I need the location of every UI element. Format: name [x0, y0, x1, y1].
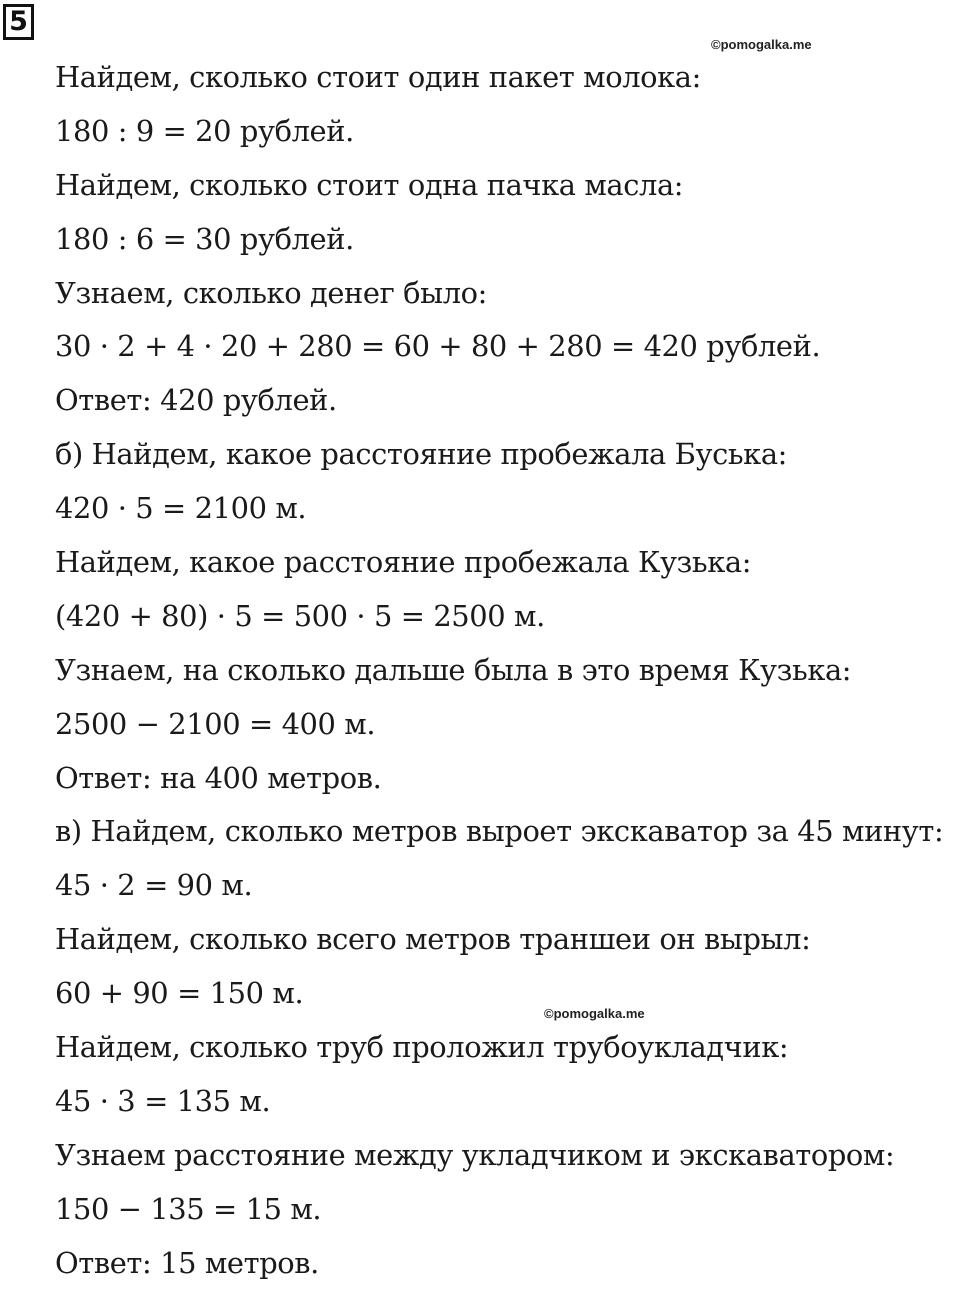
- equation-line: 420 · 5 = 2100 м.: [55, 491, 307, 526]
- text-line: б) Найдем, какое расстояние пробежала Буська:: [55, 437, 787, 472]
- equation-line: 180 : 9 = 20 рублей.: [55, 113, 354, 148]
- text-line: Узнаем расстояние между укладчиком и экскаватором:: [55, 1137, 895, 1172]
- watermark-top: ©pomogalka.me: [711, 37, 812, 52]
- equation-line: 60 + 90 = 150 м.: [55, 976, 304, 1011]
- task-number-badge: 5: [3, 4, 34, 40]
- text-line: Найдем, сколько стоит один пакет молока:: [55, 60, 701, 94]
- equation-line: 2500 − 2100 = 400 м.: [55, 706, 376, 741]
- answer-line: Ответ: на 400 метров.: [55, 760, 382, 795]
- text-line: Узнаем, сколько денег было:: [55, 275, 487, 310]
- equation-line: (420 + 80) · 5 = 500 · 5 = 2500 м.: [55, 598, 545, 633]
- text-line: Найдем, сколько всего метров траншеи он вырыл:: [55, 922, 811, 957]
- text-line: Найдем, какое расстояние пробежала Кузька:: [55, 545, 752, 580]
- text-line: Найдем, сколько труб проложил трубоукладчик:: [55, 1030, 789, 1065]
- solution-text: [55, 51, 960, 1290]
- equation-line: 30 · 2 + 4 · 20 + 280 = 60 + 80 + 280 = 420 рублей.: [55, 329, 821, 364]
- text-line: Найдем, сколько стоит одна пачка масла:: [55, 167, 684, 202]
- answer-line: Ответ: 15 метров.: [55, 1245, 319, 1280]
- watermark-middle: ©pomogalka.me: [544, 1006, 645, 1021]
- equation-line: 150 − 135 = 15 м.: [55, 1191, 322, 1226]
- equation-line: 45 · 3 = 135 м.: [55, 1083, 271, 1118]
- answer-line: Ответ: 420 рублей.: [55, 383, 337, 418]
- equation-line: 45 · 2 = 90 м.: [55, 868, 253, 903]
- equation-line: 180 : 6 = 30 рублей.: [55, 221, 354, 256]
- text-line: Узнаем, на сколько дальше была в это время Кузька:: [55, 652, 852, 687]
- text-line: в) Найдем, сколько метров выроет экскаватор за 45 минут:: [55, 814, 944, 849]
